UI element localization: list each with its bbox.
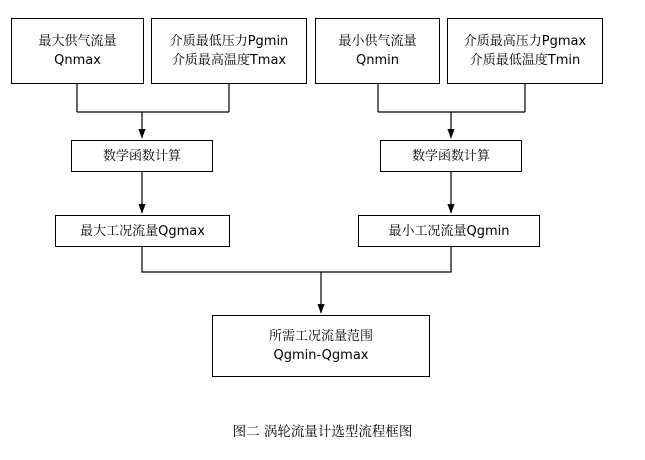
node-math-function-right-label: 数学函数计算: [411, 148, 490, 164]
figure-caption: 图二 涡轮流量计选型流程框图: [232, 424, 413, 440]
node-max-temp-label: 介质最高温度Tmax: [171, 53, 287, 68]
node-required-flow-range-line1: 所需工况流量范围: [268, 329, 373, 344]
edge-qgmax-to-merge: [142, 247, 321, 272]
node-math-function-left-label: 数学函数计算: [102, 148, 181, 164]
edge-qgmin-to-merge: [321, 247, 451, 272]
node-max-supply-flow: [11, 18, 144, 84]
node-max-working-flow-label: 最大工况流量Qgmax: [80, 223, 205, 239]
node-max-supply-flow-line2: Qnmax: [54, 53, 101, 68]
node-required-flow-range: [212, 315, 430, 377]
node-min-pressure-label: 介质最低压力Pgmin: [169, 34, 289, 49]
node-math-function-right: [380, 140, 522, 172]
node-max-supply-flow-line1: 最大供气流量: [38, 34, 117, 49]
node-min-supply-flow: [315, 18, 440, 84]
node-min-working-flow-label: 最小工况流量Qgmin: [388, 223, 510, 239]
node-min-temp-label: 介质最低温度Tmin: [469, 53, 581, 68]
node-min-working-flow: [358, 215, 540, 247]
node-math-function-left: [71, 140, 213, 172]
node-min-supply-flow-line1: 最小供气流量: [338, 34, 417, 49]
node-min-supply-flow-line2: Qnmin: [356, 53, 399, 68]
node-max-working-flow: [55, 215, 230, 247]
node-min-pressure-max-temp: [151, 18, 307, 84]
node-max-pressure-label: 介质最高压力Pgmax: [463, 34, 587, 49]
node-required-flow-range-line2: Qgmin-Qgmax: [273, 348, 369, 363]
node-max-pressure-min-temp: [447, 18, 603, 84]
